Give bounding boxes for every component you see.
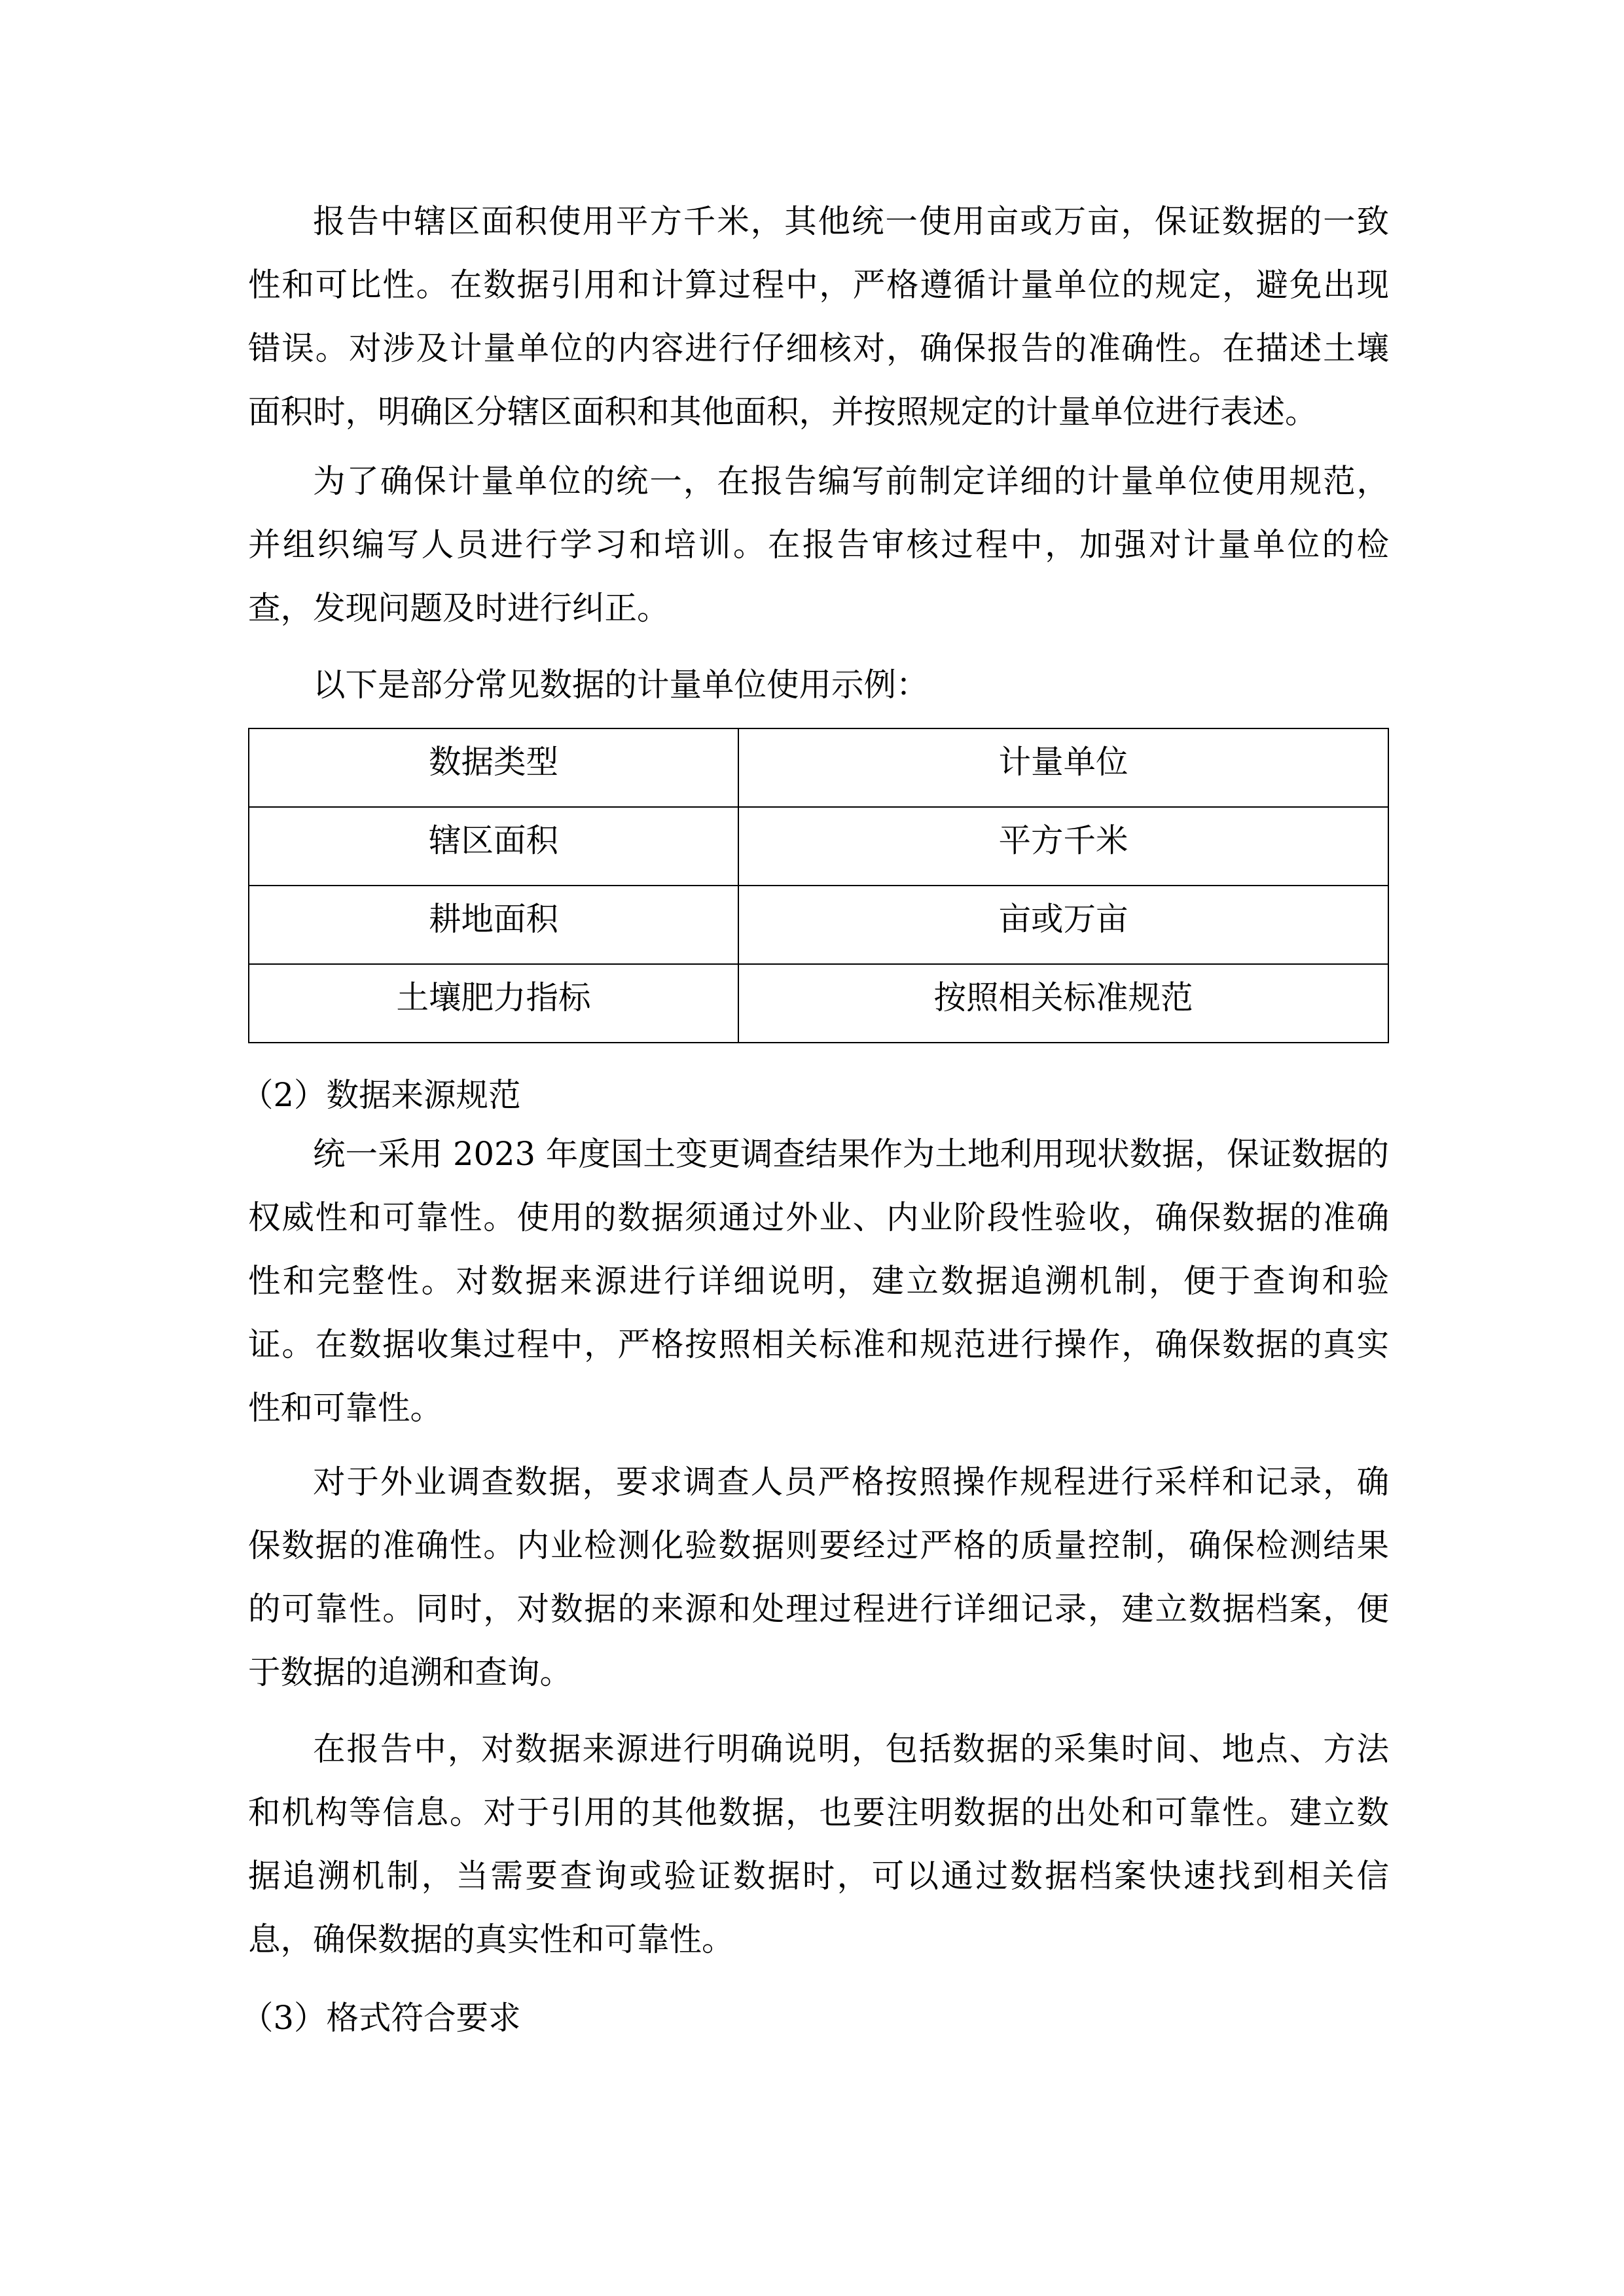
text-line: 查，发现问题及时进行纠正。 <box>248 589 670 627</box>
text-line: 以下是部分常见数据的计量单位使用示例： <box>313 666 929 704</box>
section-heading-data-source: （2）数据来源规范 <box>241 1076 521 1114</box>
text-line: 为了确保计量单位的统一，在报告编写前制定详细的计量单位使用规范， <box>313 462 1389 500</box>
table-row <box>249 886 1388 964</box>
paragraph-data-source <box>248 1122 1389 1440</box>
table-cell: 亩或万亩 <box>738 886 1388 964</box>
units-table <box>248 728 1389 1043</box>
text-line: 性和可比性。在数据引用和计算过程中，严格遵循计量单位的规定，避免出现 <box>248 266 1389 304</box>
text-line: 在报告中，对数据来源进行明确说明，包括数据的采集时间、地点、方法 <box>313 1730 1389 1768</box>
paragraph-unit-standard <box>248 450 1389 640</box>
text-line: 权威性和可靠性。使用的数据须通过外业、内业阶段性验收，确保数据的准确 <box>248 1198 1389 1236</box>
table-cell: 平方千米 <box>738 807 1388 886</box>
text-line: 性和可靠性。 <box>248 1389 442 1427</box>
paragraph-source-description <box>248 1717 1389 1971</box>
text-line: 和机构等信息。对于引用的其他数据，也要注明数据的出处和可靠性。建立数 <box>248 1793 1389 1831</box>
table-cell: 土壤肥力指标 <box>249 964 738 1043</box>
paragraph-field-data <box>248 1450 1389 1704</box>
table-row <box>249 807 1388 886</box>
paragraph-area-units <box>248 190 1389 444</box>
text-line: 错误。对涉及计量单位的内容进行仔细核对，确保报告的准确性。在描述土壤 <box>248 329 1389 367</box>
text-line: 统一采用 2023 年度国土变更调查结果作为土地利用现状数据，保证数据的 <box>313 1135 1389 1173</box>
table-cell: 耕地面积 <box>249 886 738 964</box>
text-line: 保数据的准确性。内业检测化验数据则要经过严格的质量控制，确保检测结果 <box>248 1526 1389 1564</box>
table-cell: 按照相关标准规范 <box>738 964 1388 1043</box>
table-header-cell: 计量单位 <box>738 728 1388 807</box>
text-line: 并组织编写人员进行学习和培训。在报告审核过程中，加强对计量单位的检 <box>248 526 1389 564</box>
text-line: 证。在数据收集过程中，严格按照相关标准和规范进行操作，确保数据的真实 <box>248 1325 1389 1363</box>
text-line: 报告中辖区面积使用平方千米，其他统一使用亩或万亩，保证数据的一致 <box>313 202 1389 240</box>
text-line: 性和完整性。对数据来源进行详细说明，建立数据追溯机制，便于查询和验 <box>248 1262 1389 1300</box>
paragraph-table-intro <box>248 653 1389 717</box>
table-header-cell: 数据类型 <box>249 728 738 807</box>
text-line: 据追溯机制，当需要查询或验证数据时，可以通过数据档案快速找到相关信 <box>248 1857 1389 1895</box>
table-row <box>249 964 1388 1043</box>
section-heading-format: （3）格式符合要求 <box>241 1999 521 2037</box>
text-line: 息，确保数据的真实性和可靠性。 <box>248 1920 734 1958</box>
text-line: 面积时，明确区分辖区面积和其他面积，并按照规定的计量单位进行表述。 <box>248 393 1318 431</box>
text-line: 对于外业调查数据，要求调查人员严格按照操作规程进行采样和记录，确 <box>313 1463 1389 1501</box>
table-header-row <box>249 728 1388 807</box>
table-cell: 辖区面积 <box>249 807 738 886</box>
text-line: 于数据的追溯和查询。 <box>248 1653 572 1691</box>
text-line: 的可靠性。同时，对数据的来源和处理过程进行详细记录，建立数据档案，便 <box>248 1590 1389 1628</box>
